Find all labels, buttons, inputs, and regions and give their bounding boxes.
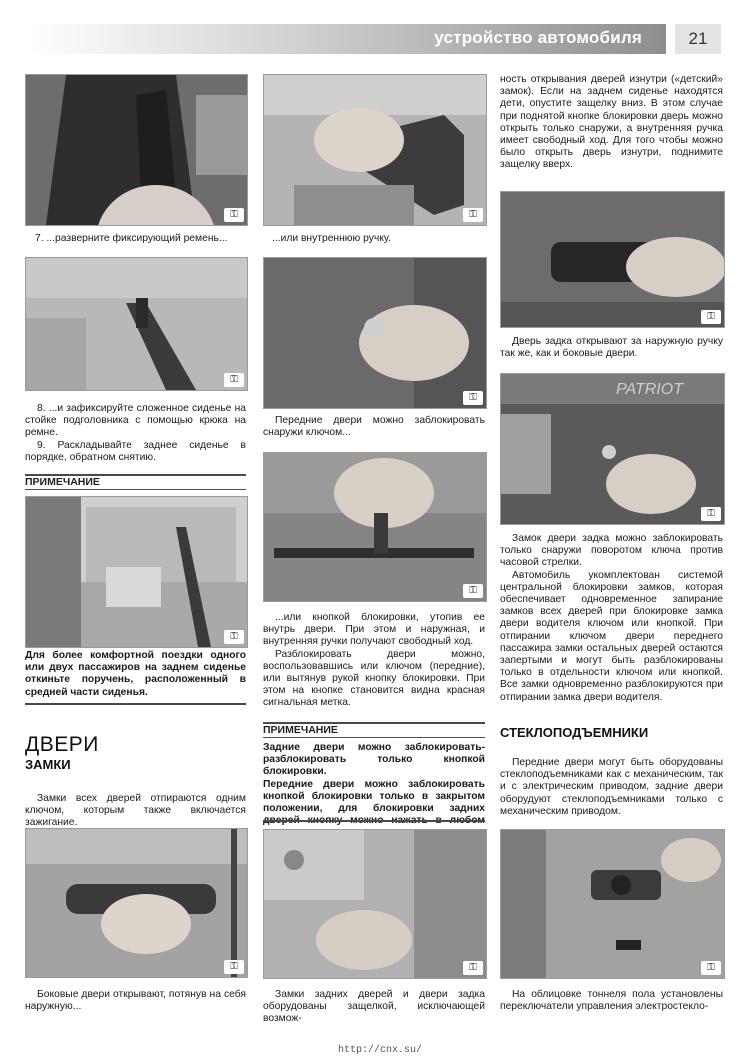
car-lock-icon: ⚿	[463, 961, 483, 975]
subsection-title-locks: ЗАМКИ	[25, 757, 71, 772]
car-lock-icon: ⚿	[224, 373, 244, 387]
caption-tailgate-key-text: Замок двери задка можно заблокировать только снаружи поворотом ключа против часовой стрелки.	[500, 533, 723, 569]
paragraph-locks-text: Замки всех дверей отпираются одним ключом, которым также включается зажигание.	[25, 793, 246, 829]
caption-rear-door-latch-text: Замки задних дверей и двери задка оборудованы защелкой, исключающей возмож-	[263, 989, 485, 1025]
caption-tailgate-handle	[500, 336, 723, 360]
paragraph-child-lock-text: ность открывания дверей изнутри («детский» замок). Если на заднем сиденье находятся дети, опустите защелку вниз. В этом случае при поднятой кнопке блокировки дверь можно открыть только снаружи, а внутренняя ручка имеет свободный ход. Для того чтобы можно было открыть дверь изнутри, поднимите защелку вверх.	[500, 74, 723, 171]
note-lock-button-text-rear: Задние двери можно заблокировать-разблокировать только кнопкой блокировки.	[263, 742, 485, 778]
photo-tailgate-key-drawing	[501, 374, 724, 524]
caption-unfold-strap: 7. ...разверните фиксирующий ремень...	[35, 233, 228, 244]
paragraph-unlock-doors-text: Разблокировать двери можно, воспользовавшись или ключом (передние), или вытянув рукой кнопку блокировки. При этом на кнопке становится видна красная сигнальная метка.	[263, 648, 485, 709]
car-lock-icon: ⚿	[463, 391, 483, 405]
paragraph-windows	[500, 757, 723, 818]
caption-unfold-seat-text: 9. Раскладывайте заднее сиденье в порядке, обратном снятию.	[25, 439, 246, 463]
photo-side-door-handle-drawing	[26, 829, 247, 977]
photo-tailgate-handle	[500, 191, 725, 328]
car-lock-icon: ⚿	[701, 961, 721, 975]
caption-window-switches	[500, 989, 723, 1013]
note-lock-button-text-front: Передние двери можно заблокировать кнопкой блокировки только в закрытом положении, для блокировки задних	[263, 778, 485, 815]
photo-inner-handle-drawing	[264, 75, 486, 225]
caption-inner-handle: ...или внутреннюю ручку.	[272, 233, 391, 244]
caption-lock-button	[263, 612, 485, 710]
caption-tailgate-key	[500, 533, 723, 704]
car-lock-icon: ⚿	[224, 208, 244, 222]
note2-rule-bottom	[263, 820, 485, 822]
photo-window-switches	[500, 829, 725, 979]
section-title-windows: СТЕКЛОПОДЪЕМНИКИ	[500, 725, 649, 740]
photo-tailgate-handle-drawing	[501, 192, 724, 327]
paragraph-child-lock	[500, 74, 723, 172]
photo-window-switches-drawing	[501, 830, 724, 978]
note-lock-button-text	[263, 742, 485, 840]
section-title-doors: ДВЕРИ	[25, 733, 99, 756]
note-rule-bottom	[25, 703, 246, 705]
photo-side-door-handle	[25, 828, 248, 978]
car-lock-icon: ⚿	[224, 960, 244, 974]
caption-front-door-key	[263, 415, 485, 439]
caption-front-door-key-text: Передние двери можно заблокировать снаружи ключом...	[263, 415, 485, 439]
photo-lock-button	[263, 452, 487, 602]
running-header-bar	[28, 24, 666, 54]
car-lock-icon: ⚿	[224, 630, 244, 644]
paragraph-locks	[25, 793, 246, 830]
paragraph-central-locking-text: Автомобиль укомплектован системой центральной блокировки замков, которая обеспечивает одновременное запирание замков всех дверей при блокировке замка двери водителя ключом или кнопкой. При отпирании ключом двери переднего пассажира замки остальных дверей остаются запертыми и могут быть разблокированы только в отдельности ключом или кнопкой. Все замки одновременно разблокируются при отпирании замка двери водителя.	[500, 569, 723, 703]
badge-patriot-text: PATRIOT	[616, 381, 683, 398]
photo-tailgate-key	[500, 373, 725, 525]
caption-rear-door-latch	[263, 989, 485, 1026]
photo-front-door-key-drawing	[264, 258, 486, 408]
photo-rear-seat-armrest-drawing	[26, 497, 247, 647]
page-number: 21	[675, 24, 721, 54]
caption-secure-seat-text: 8. ...и зафиксируйте сложенное сиденье на стойке подголовника с помощью крюка на ремне.	[25, 403, 246, 439]
note-heading-armrest: ПРИМЕЧАНИЕ	[25, 475, 246, 490]
photo-lock-button-drawing	[264, 453, 486, 601]
photo-inner-handle	[263, 74, 487, 226]
car-lock-icon: ⚿	[463, 208, 483, 222]
car-lock-icon: ⚿	[701, 507, 721, 521]
photo-front-door-key	[263, 257, 487, 409]
caption-window-switches-text: На облицовке тоннеля пола установлены переключатели управления электростекло-	[500, 989, 723, 1013]
photo-seat-strap-drawing	[26, 75, 247, 225]
caption-side-door	[25, 989, 246, 1013]
car-lock-icon: ⚿	[463, 584, 483, 598]
running-header-title: устройство автомобиля	[434, 28, 642, 47]
photo-rear-seat-armrest	[25, 496, 248, 648]
photo-folded-seat	[25, 257, 248, 391]
caption-side-door-text: Боковые двери открывают, потянув на себя наружную...	[25, 989, 246, 1013]
photo-child-lock-latch-drawing	[264, 830, 486, 978]
note-heading-lock-button: ПРИМЕЧАНИЕ	[263, 723, 485, 738]
caption-tailgate-handle-text: Дверь задка открывают за наружную ручку так же, как и боковые двери.	[500, 336, 723, 360]
photo-folded-seat-drawing	[26, 258, 247, 390]
note-armrest-text: Для более комфортной поездки одного или двух пассажиров на заднем сиденье откиньте поручень, расположенный в средней части сиденья.	[25, 650, 246, 698]
caption-secure-seat	[25, 403, 246, 464]
paragraph-windows-text: Передние двери могут быть оборудованы стеклоподъемниками как с механическим, так и с электрическим приводом, задние двери оборудуют стеклоподъемниками только с механическим приводом.	[500, 757, 723, 817]
car-lock-icon: ⚿	[701, 310, 721, 324]
footer-url: http://cnx.su/	[338, 1045, 423, 1056]
photo-seat-strap	[25, 74, 248, 226]
photo-child-lock-latch	[263, 829, 487, 979]
caption-lock-button-text: ...или кнопкой блокировки, утопив ее внутрь двери. При этом и наружная, и внутренняя ручки получают свободный ход.	[263, 612, 485, 648]
